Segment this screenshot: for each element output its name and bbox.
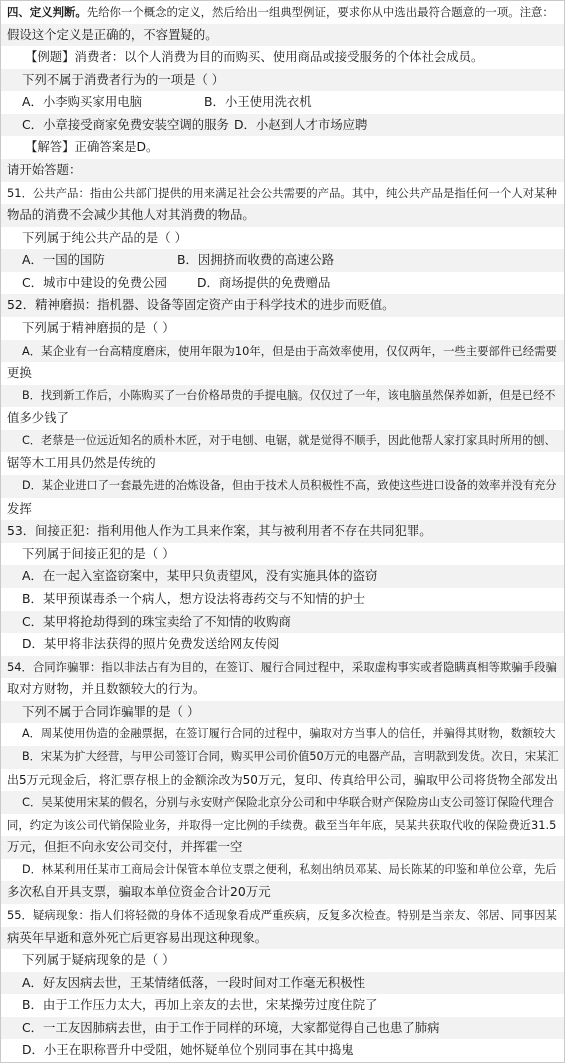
q52-option-d: D．某企业进口了一套最先进的冶炼设备，但由于技术人员积极性不高，致使这些进口设备的效率并没有充分	[1, 475, 564, 498]
q51-options-row-1	[1, 249, 564, 272]
example-title: 【例题】消费者：以个人消费为目的而购买、使用商品或接受服务的个体社会成员。	[1, 46, 564, 69]
section-label: 四、定义判断。	[7, 5, 87, 19]
q52-option-c-cont: 锯等木工用具仍然是传统的	[1, 452, 564, 475]
q52-option-a-cont: 更换	[1, 362, 564, 385]
section-instruction: 先给你一个概念的定义，然后给出一组典型例证，要求你从中选出最符合题意的一项。注意：	[86, 5, 554, 19]
q54-option-c-cont-2: 万元，但拒不向永安公司交付，并挥霍一空	[1, 836, 564, 859]
q54-definition: 54．合同诈骗罪：指以非法占有为目的，在签订、履行合同过程中，采取虚构事实或者隐瞒真相等欺骗手段骗	[1, 656, 564, 679]
q51-option-d: D．商场提供的免费赠品	[197, 274, 331, 290]
example-option-c: C．小章接受商家免费安装空调的服务	[22, 116, 229, 132]
q55-option-a: A．好友因病去世，王某情绪低落，一段时间对工作毫无积极性	[1, 972, 564, 995]
q51-options-row-2	[1, 272, 564, 295]
q51-option-a: A．一国的国防	[22, 252, 105, 268]
q53-question: 下列属于间接正犯的是（ ）	[1, 543, 564, 566]
example-option-a: A．小李购买家用电脑	[22, 94, 142, 110]
q54-option-c-cont-1: 同，约定为该公司代销保险业务，并取得一定比例的手续费。截至当年年底，吴某共获取代收的保险费近31.5	[1, 814, 564, 837]
section-header	[1, 1, 564, 24]
start-prompt: 请开始答题：	[1, 159, 564, 182]
q52-option-b-cont: 值多少钱了	[1, 407, 564, 430]
example-question: 下列不属于消费者行为的一项是（ ）	[1, 69, 564, 92]
q53-option-d: D．某甲将非法获得的照片免费发送给网友传阅	[1, 633, 564, 656]
q55-option-b: B．由于工作压力太大，再加上亲友的去世，宋某操劳过度住院了	[1, 994, 564, 1017]
q51-definition-cont: 物品的消费不会减少其他人对其消费的物品。	[1, 204, 564, 227]
q52-option-d-cont: 发挥	[1, 498, 564, 521]
q51-question: 下列属于纯公共产品的是（ ）	[1, 227, 564, 250]
example-answer: 【解答】正确答案是D。	[1, 136, 564, 159]
q54-option-b: B．宋某为扩大经营，与甲公司签订合同，购买甲公司价值50万元的电器产品，言明款到发货。次日，宋某汇	[1, 746, 564, 769]
q54-option-b-cont: 出5万元现金后，将汇票存根上的金额涂改为50万元，复印、传真给甲公司，骗取甲公司将货物全部发出	[1, 769, 564, 792]
q55-option-d: D．小王在职称晋升中受阻，她怀疑单位个别同事在其中捣鬼	[1, 1039, 564, 1062]
section-instruction-cont: 假设这个定义是正确的，不容置疑的。	[1, 24, 564, 47]
q55-definition: 55．疑病现象：指人们将轻微的身体不适现象看成严重疾病，反复多次检查。特别是当亲友、邻居、同事因某	[1, 904, 564, 927]
q51-definition: 51．公共产品：指由公共部门提供的用来满足社会公共需要的产品。其中，纯公共产品是指任何一个人对某种	[1, 182, 564, 205]
q54-option-a: A．周某使用伪造的金融票据，在签订履行合同的过程中，骗取对方当事人的信任，并骗得其财物，数额较大	[1, 723, 564, 746]
q54-option-d: D．林某利用任某市工商局会计保管本单位支票之便利，私刻出纳员邓某、局长陈某的印鉴和单位公章，先后	[1, 859, 564, 882]
q55-question: 下列属于疑病现象的是（ ）	[1, 949, 564, 972]
example-options-row-2	[1, 114, 564, 137]
q52-option-a: A．某企业有一台高精度磨床，使用年限为10年，但是由于高效率使用，仅仅两年，一些主要部件已经需要	[1, 340, 564, 363]
q51-option-c: C．城市中建设的免费公园	[22, 274, 167, 290]
example-options-row-1	[1, 91, 564, 114]
example-option-d: D．小赵到人才市场应聘	[234, 116, 368, 132]
q52-option-b: B．找到新工作后，小陈购买了一台价格昂贵的手提电脑。仅仅过了一年，该电脑虽然保养如新，但是已经不	[1, 385, 564, 408]
q53-option-c: C．某甲将抢劫得到的珠宝卖给了不知情的收购商	[1, 611, 564, 634]
q51-option-b: B．因拥挤而收费的高速公路	[177, 252, 335, 268]
q54-question: 下列不属于合同诈骗罪的是（ ）	[1, 701, 564, 724]
q53-option-a: A．在一起入室盗窃案中，某甲只负责望风，没有实施具体的盗窃	[1, 565, 564, 588]
q52-question: 下列属于精神磨损的是（ ）	[1, 317, 564, 340]
q54-option-c: C．吴某使用宋某的假名，分别与永安财产保险北京分公司和中华联合财产保险房山支公司签订保险代理合	[1, 791, 564, 814]
q54-option-d-cont: 多次私自开具支票，骗取本单位资金合计20万元	[1, 881, 564, 904]
q53-definition: 53．间接正犯：指利用他人作为工具来作案，其与被利用者不存在共同犯罪。	[1, 520, 564, 543]
q53-option-b: B．某甲预谋毒杀一个病人，想方设法将毒药交与不知情的护士	[1, 588, 564, 611]
q55-definition-cont: 病英年早逝和意外死亡后更容易出现这种现象。	[1, 927, 564, 950]
example-option-b: B．小王使用洗衣机	[204, 94, 312, 110]
q54-definition-cont: 取对方财物，并且数额较大的行为。	[1, 678, 564, 701]
q52-definition: 52．精神磨损：指机器、设备等固定资产由于科学技术的进步而贬值。	[1, 294, 564, 317]
q52-option-c: C．老蔡是一位远近知名的质朴木匠，对于电刨、电锯，就是觉得不顺手，因此他帮人家打家具时所用的刨、	[1, 430, 564, 453]
q55-option-c: C．一工友因肺病去世，由于工作于同样的环境，大家都觉得自己也患了肺病	[1, 1017, 564, 1040]
